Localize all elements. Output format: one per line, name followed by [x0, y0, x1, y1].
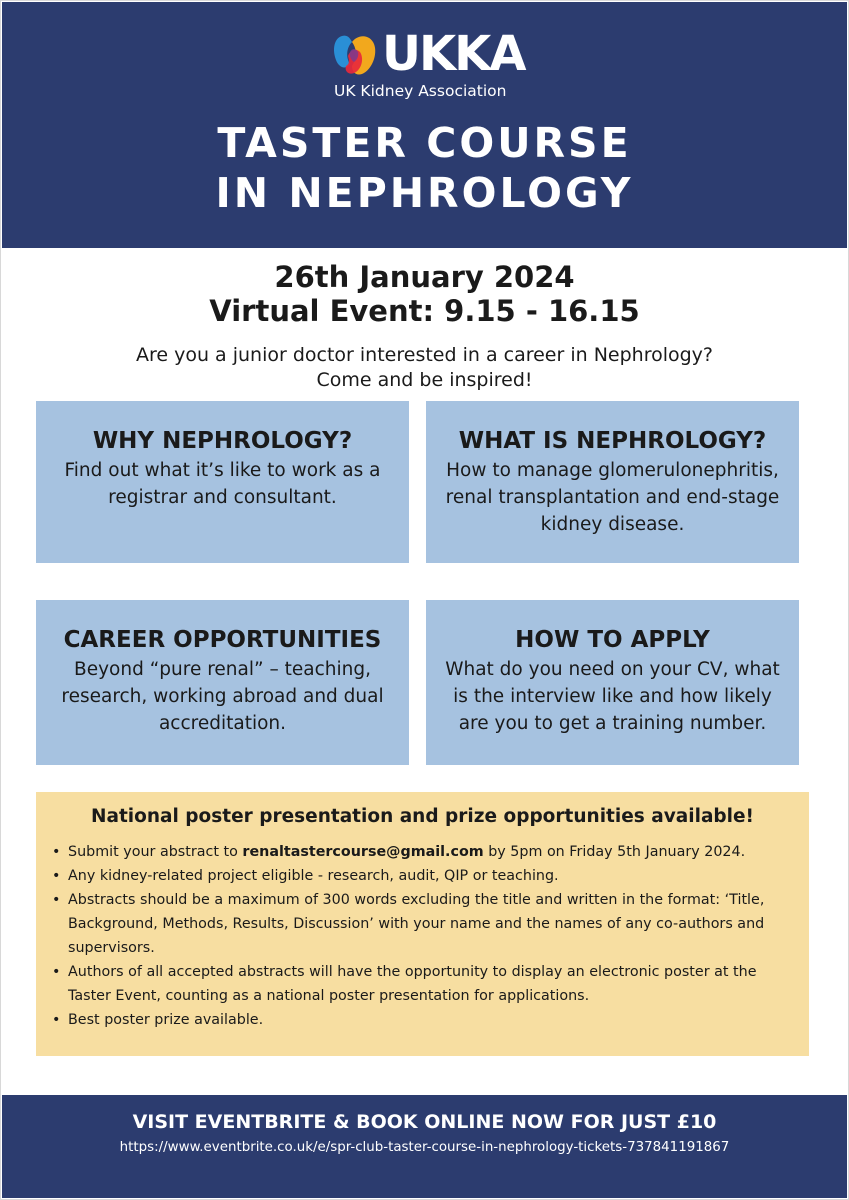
title-line-2: IN NEPHROLOGY — [215, 169, 634, 217]
logo-wordmark: UKKA — [382, 26, 525, 82]
poster-opportunities-box — [36, 792, 809, 1056]
bullet-icon: • — [52, 844, 61, 860]
event-time: Virtual Event: 9.15 - 16.15 — [209, 294, 640, 328]
list-item — [50, 888, 795, 960]
footer-banner — [2, 1095, 847, 1198]
card-text: How to manage glomerulonephritis, renal transplantation and end-stage kidney disease. — [445, 460, 780, 535]
eventbrite-link[interactable]: https://www.eventbrite.co.uk/e/spr-club-taster-course-in-nephrology-tickets-737841191867 — [119, 1140, 730, 1155]
bullet-icon: • — [52, 1012, 61, 1028]
card-career-opportunities — [36, 600, 409, 765]
card-text: What do you need on your CV, what is the interview like and how likely are you to get a training number. — [445, 659, 780, 734]
list-item — [50, 840, 795, 864]
ukka-logo — [332, 26, 532, 82]
bullet-text: Best poster prize available. — [68, 1012, 264, 1028]
card-heading: WHY NEPHROLOGY? — [92, 428, 353, 454]
bullet-text-post: by 5pm on Friday 5th January 2024. — [483, 844, 746, 860]
intro-line-2: Come and be inspired! — [316, 369, 533, 391]
bullet-icon: • — [52, 964, 61, 980]
booking-call-to-action: VISIT EVENTBRITE & BOOK ONLINE NOW FOR JUST £10 — [132, 1111, 717, 1133]
card-text: Beyond “pure renal” – teaching, research, working abroad and dual accreditation. — [61, 659, 384, 734]
intro-text — [0, 343, 849, 393]
bullet-icon: • — [52, 892, 61, 908]
list-item — [50, 960, 795, 1008]
card-how-to-apply — [426, 600, 799, 765]
card-heading: WHAT IS NEPHROLOGY? — [458, 428, 767, 454]
bullet-text: Abstracts should be a maximum of 300 words excluding the title and written in the format: ‘Title, Background, Methods, Results, Discussion’ with your name and the names of any co-authors and supervisors. — [68, 892, 765, 956]
page-title — [2, 118, 847, 218]
list-item — [50, 1008, 795, 1032]
poster-heading: National poster presentation and prize opportunities available! — [91, 806, 754, 827]
event-date: 26th January 2024 — [274, 260, 575, 294]
event-datetime — [0, 260, 849, 328]
title-line-1: TASTER COURSE — [217, 119, 632, 167]
bullet-text-pre: Submit your abstract to — [68, 844, 243, 860]
card-what-is-nephrology — [426, 401, 799, 563]
kidney-logo-icon — [332, 30, 378, 80]
card-text: Find out what it’s like to work as a registrar and consultant. — [64, 460, 381, 508]
list-item — [50, 864, 795, 888]
card-why-nephrology — [36, 401, 409, 563]
header-banner — [2, 2, 847, 248]
bullet-text: Any kidney-related project eligible - research, audit, QIP or teaching. — [68, 868, 559, 884]
logo-subtitle: UK Kidney Association — [334, 82, 507, 100]
intro-line-1: Are you a junior doctor interested in a career in Nephrology? — [135, 344, 714, 366]
card-heading: CAREER OPPORTUNITIES — [63, 627, 382, 653]
poster-bullet-list — [50, 840, 795, 1032]
abstract-email-link[interactable]: renaltastercourse@gmail.com — [242, 844, 484, 860]
card-heading: HOW TO APPLY — [515, 627, 710, 653]
bullet-icon: • — [52, 868, 61, 884]
bullet-text: Authors of all accepted abstracts will have the opportunity to display an electronic poster at the Taster Event, counting as a national poster presentation for applications. — [68, 964, 757, 1004]
